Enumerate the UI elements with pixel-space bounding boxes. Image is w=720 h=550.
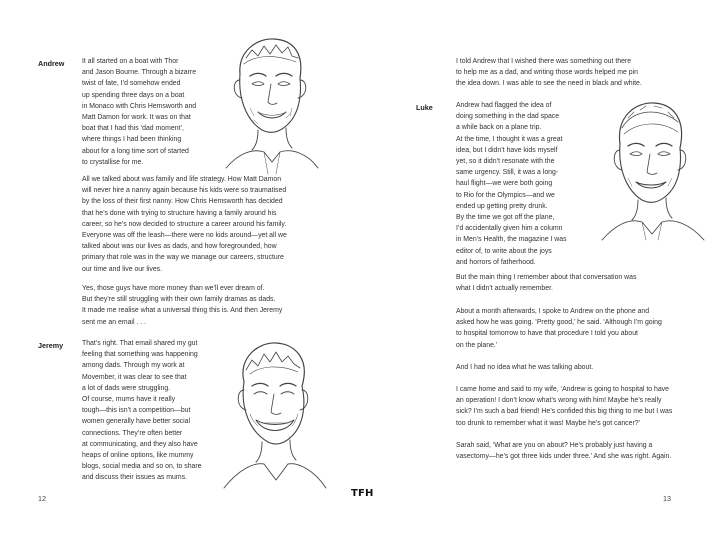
text-line: Matt Damon for work. It was on that bbox=[82, 114, 191, 122]
speaker-jeremy: Jeremy bbox=[38, 341, 64, 350]
jeremy-paragraph bbox=[82, 338, 202, 484]
text-line: an operation! I don’t know what’s wrong with him! Maybe he’s really bbox=[456, 397, 662, 405]
text-line: It made me realise what a universal thing this is. And then Jeremy bbox=[82, 307, 283, 315]
text-line: twist of fate, I’d somehow ended bbox=[82, 80, 181, 88]
text-line: women generally have better social bbox=[82, 418, 191, 426]
text-line: career, so he’s now decided to structure a career around his family. bbox=[82, 220, 287, 228]
text-line: doing something in the dad space bbox=[456, 113, 560, 121]
text-line: and Jason Bourne. Through a bizarre bbox=[82, 69, 197, 77]
text-line: same urgency. Still, it was a long- bbox=[456, 169, 559, 177]
text-line: About a month afterwards, I spoke to Andrew on the phone and bbox=[456, 308, 650, 315]
text-line: But they’re still struggling with their own family dramas as dads. bbox=[82, 296, 276, 304]
text-line: At the time, I thought it was a great bbox=[456, 135, 563, 143]
text-line: That’s right. That email shared my gut bbox=[82, 340, 198, 347]
text-line: Andrew had flagged the idea of bbox=[456, 102, 552, 109]
text-line: And I had no idea what he was talking about. bbox=[456, 364, 594, 371]
paragraph-family-strategy bbox=[82, 174, 287, 275]
text-line: in Men’s Health, the magazine I was bbox=[456, 236, 567, 244]
paragraph-sarah-said bbox=[456, 440, 671, 462]
text-line: talked about was our lives as dads, and how foregrounded, how bbox=[82, 243, 277, 251]
text-line: I told Andrew that I wished there was something out there bbox=[456, 58, 632, 65]
text-line: asked how he was going. ‘Pretty good,’ he said. ‘Although I’m going bbox=[456, 319, 662, 327]
text-line: I came home and said to my wife, ‘Andrew is going to hospital to have bbox=[456, 386, 669, 393]
text-line: blogs, social media and so on, to share bbox=[82, 463, 202, 471]
speaker-luke: Luke bbox=[416, 103, 433, 112]
text-line: to Rio for the Olympics—and we bbox=[456, 191, 555, 199]
text-line: too drunk to remember what it was! Maybe he’s got cancer?’ bbox=[456, 419, 641, 427]
text-line: and horrors of fatherhood. bbox=[456, 258, 536, 266]
text-line: boat that I had this ‘dad moment’, bbox=[82, 125, 184, 133]
text-line: connections. They’re often better bbox=[82, 429, 183, 437]
paragraph-wished-something bbox=[456, 56, 642, 90]
text-line: what I didn’t actually remember. bbox=[456, 285, 553, 293]
text-line: Sarah said, ‘What are you on about? He’s probably just having a bbox=[456, 442, 653, 449]
andrew-paragraph bbox=[82, 56, 196, 168]
text-line: All we talked about was family and life strategy. How Matt Damon bbox=[82, 176, 282, 183]
tfh-logo: TFH bbox=[351, 488, 374, 499]
text-line: yet, so it didn’t resonate with the bbox=[456, 158, 555, 166]
text-line: sent me an email . . . bbox=[82, 318, 146, 326]
text-line: in Monaco with Chris Hemsworth and bbox=[82, 102, 197, 110]
paragraph-no-idea bbox=[456, 362, 593, 373]
text-line: Movember, it was clear to see that bbox=[82, 373, 187, 381]
text-line: about for a long time sort of started bbox=[82, 147, 189, 155]
text-line: that he’s done with trying to structure having a family around his bbox=[82, 209, 277, 217]
text-line: feeling that something was happening bbox=[82, 351, 198, 359]
right-page bbox=[360, 0, 720, 550]
text-line: tough—this isn’t a competition—but bbox=[82, 407, 191, 415]
jeremy-portrait-icon bbox=[214, 330, 328, 495]
text-line: up spending three days on a boat bbox=[82, 91, 185, 99]
text-line: by the loss of their first nanny. How Chris Hemsworth has decided bbox=[82, 198, 283, 206]
text-line: where things I had been thinking bbox=[82, 136, 182, 144]
speaker-andrew: Andrew bbox=[38, 59, 65, 68]
text-line: our time and live our lives. bbox=[82, 265, 163, 273]
luke-paragraph bbox=[456, 100, 567, 268]
text-line: Of course, mums have it really bbox=[82, 396, 176, 404]
text-line: will never hire a nanny again because his kids were so traumatised bbox=[82, 187, 287, 195]
paragraph-main-thing bbox=[456, 272, 636, 294]
page-number-left: 12 bbox=[38, 494, 46, 503]
andrew-portrait-icon bbox=[212, 28, 324, 178]
text-line: sick? I’m such a bad friend! He’s confided this big thing to me but I was bbox=[456, 408, 673, 416]
luke-portrait-icon bbox=[588, 92, 708, 242]
text-line: But the main thing I remember about that conversation was bbox=[456, 274, 637, 281]
text-line: to hospital tomorrow to have that procedure I told you about bbox=[456, 330, 638, 338]
text-line: It all started on a boat with Thor bbox=[82, 58, 179, 65]
paragraph-universal-thing bbox=[82, 283, 282, 328]
text-line: By the time we got off the plane, bbox=[456, 214, 555, 222]
text-line: primary that role was in the way we manage our careers, structure bbox=[82, 254, 284, 262]
text-line: among dads. Through my work at bbox=[82, 362, 185, 370]
text-line: haul flight—we were both going bbox=[456, 180, 553, 188]
text-line: and discuss their issues as mums. bbox=[82, 474, 187, 482]
text-line: editor of, to write about the joys bbox=[456, 247, 552, 255]
page-number-right: 13 bbox=[663, 494, 671, 503]
text-line: ended up getting pretty drunk. bbox=[456, 202, 548, 210]
text-line: to help me as a dad, and writing those words helped me pin bbox=[456, 69, 638, 77]
text-line: on the plane.’ bbox=[456, 341, 498, 349]
paragraph-month-afterwards bbox=[456, 306, 662, 351]
text-line: Yes, those guys have more money than we’ll ever dream of. bbox=[82, 285, 265, 292]
text-line: Everyone was off the leash—there were no kids around—yet all we bbox=[82, 232, 287, 240]
text-line: idea, but I didn’t have kids myself bbox=[456, 146, 558, 154]
text-line: at communicating, and they also have bbox=[82, 440, 198, 448]
text-line: heaps of online options, like mummy bbox=[82, 452, 194, 460]
text-line: the idea down. I was able to see the need in black and white. bbox=[456, 80, 642, 88]
text-line: vasectomy—he’s got three kids under three.’ And she was right. Again. bbox=[456, 453, 672, 461]
text-line: a while back on a plane trip. bbox=[456, 124, 542, 132]
text-line: a lot of dads were struggling. bbox=[82, 384, 171, 392]
paragraph-came-home bbox=[456, 384, 672, 429]
text-line: to crystallise for me. bbox=[82, 158, 144, 166]
text-line: I’d accidentally given him a column bbox=[456, 225, 563, 233]
